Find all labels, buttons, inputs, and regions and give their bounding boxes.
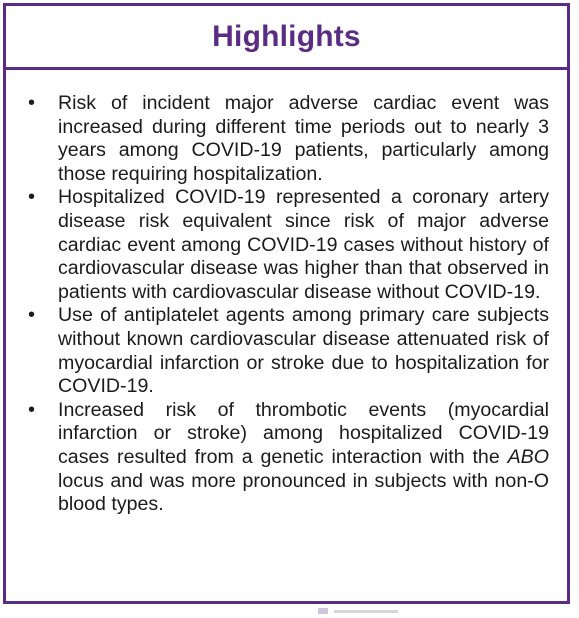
bullet-icon: •: [28, 304, 36, 327]
logo-wordmark-fragment: [334, 610, 398, 613]
bullet-icon: •: [28, 92, 36, 114]
logo-glyph-icon: [318, 608, 328, 614]
highlight-text-2: Hospitalized COVID-19 represented a coronary artery disease risk equivalent since risk of major adverse cardiac event among COVID-19 cases without history of cardiovascular disease was higher than that observed in patients with cardiovascular disease without COVID-19.: [58, 186, 549, 303]
highlight-text-3: Use of antiplatelet agents among primary care subjects without known cardiovascular disease attenuated risk of myocardial infarction or stroke due to hospitalization for COVID-19.: [58, 304, 549, 398]
highlight-item-4: [28, 399, 549, 517]
highlight-text-4-before: Increased risk of thrombotic events (myocardial infarction or stroke) among hospitalized COVID-19 cases resulted from a genetic interaction with the: [58, 398, 549, 468]
highlight-item-2: [28, 186, 549, 304]
highlights-panel: [3, 3, 570, 604]
abo-locus-italic: ABO: [507, 445, 549, 468]
bullet-icon: •: [28, 398, 36, 421]
highlight-item-1: [28, 92, 549, 186]
highlight-item-3: [28, 304, 549, 398]
highlights-list: [6, 70, 567, 517]
highlights-header: [6, 6, 567, 70]
highlight-text-4: [58, 399, 549, 517]
bullet-icon: •: [28, 186, 36, 209]
highlight-text-1: Risk of incident major adverse cardiac event was increased during different time periods out to nearly 3 years among COVID-19 patients, particularly among those requiring hospitalization.: [58, 92, 549, 185]
highlights-title: Highlights: [212, 19, 361, 53]
highlight-text-4-after: locus and was more pronounced in subjects with non-O blood types.: [58, 469, 549, 516]
publisher-logo-fragment: [318, 606, 398, 616]
